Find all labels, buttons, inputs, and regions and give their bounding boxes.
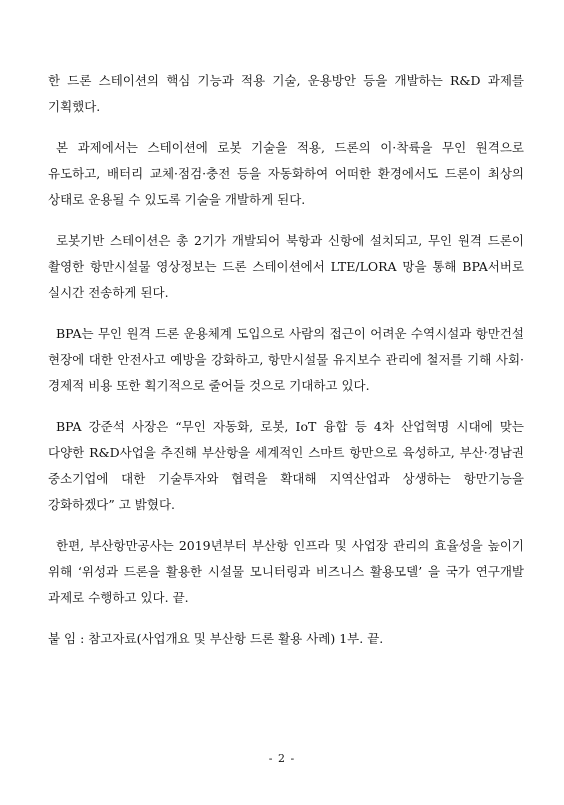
paragraph-satellite-project: 한편, 부산항만공사는 2019년부터 부산항 인프라 및 사업장 관리의 효율성을 높이기 위해 ‘위성과 드론을 활용한 시설물 모니터링과 비즈니스 활용모델’ 을 국가 연구개발 과제로 수행하고 있다. 끝. bbox=[48, 538, 524, 605]
paragraph-safety-expectation: BPA는 무인 원격 드론 운용체계 도입으로 사람의 접근이 어려운 수역시설과 항만건설 현장에 대한 안전사고 예방을 강화하고, 항만시설물 유지보수 관리에 철저를 기해 사회·경제적 비용 또한 획기적으로 줄어들 것으로 기대하고 있다. bbox=[48, 326, 524, 393]
page-number: - 2 - bbox=[268, 752, 296, 765]
paragraph-rnd-planning: 한 드론 스테이션의 핵심 기능과 적용 기술, 운용방안 등을 개발하는 R&D 과제를 기획했다. bbox=[48, 73, 524, 114]
paragraph-station-installation: 로봇기반 스테이션은 총 2기가 개발되어 북항과 신항에 설치되고, 무인 원격 드론이 촬영한 항만시설물 영상정보는 드론 스테이션에서 LTE/LORA 망을 통해 BPA서버로 실시간 전송하게 된다. bbox=[48, 233, 524, 300]
body-text bbox=[48, 68, 524, 667]
paragraph-robot-technology: 본 과제에서는 스테이션에 로봇 기술을 적용, 드론의 이·착륙을 무인 원격으로 유도하고, 배터리 교체·점검·충전 등을 자동화하여 어떠한 환경에서도 드론이 최상의 상태로 운용될 수 있도록 기술을 개발하게 된다. bbox=[48, 140, 524, 207]
paragraph-ceo-quote: BPA 강준석 사장은 “무인 자동화, 로봇, IoT 융합 등 4차 산업혁명 시대에 맞는 다양한 R&D사업을 추진해 부산항을 세계적인 스마트 항만으로 육성하고, 부산·경남권 중소기업에 대한 기술투자와 협력을 확대해 지역산업과 상생하는 항만기능을 강화하겠다” 고 밝혔다. bbox=[48, 419, 524, 512]
attachment-note: 붙 임 : 참고자료(사업개요 및 부산항 드론 활용 사례) 1부. 끝. bbox=[48, 631, 384, 646]
